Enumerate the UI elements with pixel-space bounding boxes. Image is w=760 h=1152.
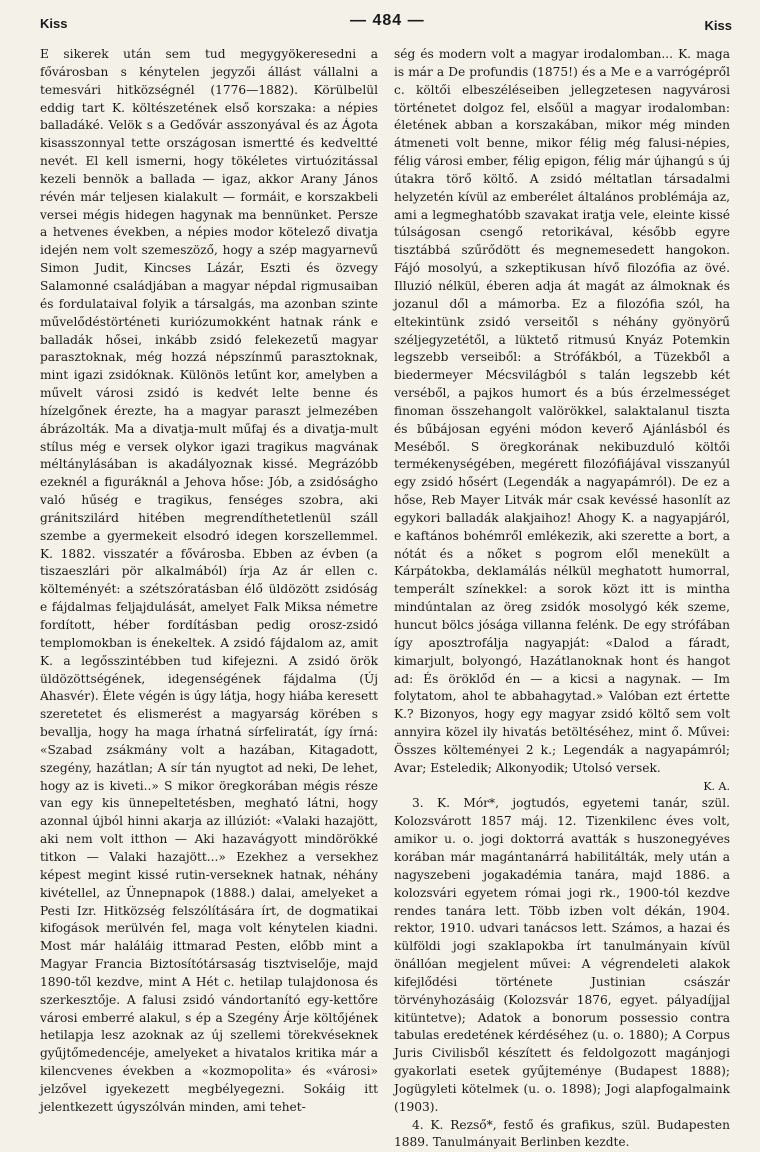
left-column-text: E sikerek után sem tud megygyökeresedni a fővárosban s kénytelen jegyzői állást vállalni a temesvári hitközségnél (1776—1882). Körülbelül eddig tart K. költészetének első korszaka: a népies balladáké. Velök s a Gedővár asszonyával és az Ágota kisasszonnyal tette országosan ismertté és kedveltté nevét. El kell ismerni, hogy tökéletes virtuózitással kezeli bennök a ballada — igaz, akkor Arany János révén már teljesen kialakult — formáit, e korszakbeli versei mégis hidegen hagynak ma bennünket. Persze a hetvenes években, a népies modor kötelező divatja idején nem volt szemeszöző, hogy a szép magyarnevű Simon Judit, Kincses Lázár, Eszti és özvegy Salamonné családjában a magyar népdal rigmusaiban és fordulataival folyik a társalgás, ma azonban szinte művelődéstörténeti kuriózumokként hatnak ránk e balladák hősei, inkább zsidó felekezetű magyar parasztoknak, még hozzá népszínmű parasztoknak, mint igazi zsidóknak. Különös letűnt kor, amelyben a művelt városi zsidó is kedvét lelte benne és hízelgőnek érezte, ha a magyar paraszt jelmezében ábrázolták. Ma a divatja-mult műfaj és a divatja-mult stílus még e versek olykor igazi tragikus magvának méltánylásában is akadályoznak kissé. Megrázóbb ezeknél a figuráknál a Jehova hőse: Jób, a zsidóságho való hűség e tragikus, fenséges szobra, aki gránitszilárd hitében megrendíthetetlenül száll szembe a gyermekeit elsodró idegen korszellemmel. K. 1882. visszatér a fővárosba. Ebben az évben (a tiszaeszlári pör alkalmából) írja Az ár ellen c. költeményét: a szétszóratásban élő üldözött zsidóság e fájdalmas feljajdulását, amelyet Falk Miksa németre fordított, héber fordításban pedig orosz-zsidó templomokban is énekeltek. A zsidó fájdalom az, amit K. a legősszintébben tud kifejezni. A zsidó örök üldözöttségének, idegenségének fájdalma (Új Ahasvér). Élete végén is úgy látja, hogy hiába keresett szeretetet és elismerést a magyarság körében s bevallja, hogy ha maga írhatná sírfeliratát, így írná: «Szabad zsákmány volt a hazában, Kitagadott, szegény, hazátlan; A sír tán nyugtot ad neki, De lehet, hogy az is kiveti..» S mikor öregkorában mégis része van egy kis ünnepeltetésben, megható látni, hogy azonnal újból hinni akarja az illúziót: «Valaki hazajött, aki nem volt itthon — Aki hazavágyott mindörökké titkon — Valaki hazajött...» Ezekhez a versekhez képest megint kissé rutin-verseknek hatnak, néhány kivétellel, az Ünnepnapok (1888.) dalai, amelyeket a Pesti Izr. Hitközség felszólítására írt, de dogmatikai kifogások merülvén fel, maga volt kénytelen kiadni. Most már haláláig ittmarad Pesten, előbb mint a Magyar Francia Biztosítótársaság tisztviselője, majd 1890-től kezdve, mint A Hét c. hetilap tulajdonosa és szerkesztője. A falusi zsidó vándortanító egy-kettőre városi emberré alakul, s ép a Szegény Árje költőjének hetilapja lesz azoknak az új szellemi törekvéseknek gyűjtőmedencéje, amelyeket a hivatalos kritika már a kilencvenes években a «kozmopolita» és «városi» jelzővel igyekezett megbélyegezni. Sokáig itt jelentkezett úgyszólván minden, ami tehet- (40, 47, 378, 1114)
page-header (40, 10, 732, 40)
running-head-left: Kiss (40, 16, 68, 31)
entry-continuation: ség és modern volt a magyar irodalomban... K. maga is már a De profundis (1875!) és a Me e a varrógépről c. költői elbeszéléseiben jellegzetesen nagyvárosi történetet dolgoz fel, elsőül a magyar irodalomban: életének abban a korszakában, mikor még minden átmeneti volt benne, mikor félig még falusi-népies, félig városi ember, félig epigon, félig már újhangú s új útakra törő költő. A zsidó méltatlan társadalmi helyzetén kívül az emberélet általános problémája az, ami a legmeghatóbb szavakat iratja vele, eleinte kissé túlságosan csengő retorikával, később egyre tisztábbá szűrődött és megnemesedett hangokon. Fájó mosolyú, a szkeptikusan hívő filozófia az övé. Illuzió nélkül, éberen adja át magát az álmoknak és jozanul dől a mámorba. Ez a filozófia szól, ha eltekintünk zsidó verseitől s néhány gyönyörű széljegyzetétől, a lüktető ritmusú Knyáz Potemkin legszebb verseiből: a Strófákból, a Tüzekből a biedermeyer Mécsvilágból s talán legszebb két verséből, a pajkos humort és a bús érzelmességet finoman összehangolt valörökkel, salaktalanul tiszta és bűbájosan egyéni módon keverő Ajánlásból és Meséből. S öregkorának nekibuzduló költői termékenységében, megérett filozófiájával visszanyúl egy zsidó hősért (Legendák a nagyapámról). De ez a hőse, Reb Mayer Litvák már csak kevéssé hasonlít az egykori balladák alakjaihoz! Ahogy K. a nagyapjáról, e kaftános bohémről emlékezik, aki szerette a bort, a nótát és a nőket s pogrom elől menekült a Kárpátokba, deklamálás nélkül meghatott humorral, temperált színekkel: a sorok közt itt is mintha mindúntalan az öreg zsidók mosolygó kék szeme, huncut bölcs jósága villanna felénk. De egy strófában így aposztrofálja nagyapját: «Dalod a fáradt, kimarjult, bolyongó, Hazátlanoknak hont és hangot ad: És öröklőd én — a kicsi a nagynak. — Im folytatom, ahol te abbahagytad.» Valóban ezt értette K.? Bizonyos, hogy egy magyar zsidó költő sem volt annyira közel ily hivatás betöltéséhez, mint ő. Művei: Összes költeményei 2 k.; Legendák a nagyapámról; Avar; Esteledik; Alkonyodik; Utolsó versek. (394, 47, 730, 775)
page-number: — 484 — (350, 12, 425, 29)
running-head-right: Kiss (704, 18, 732, 33)
left-column (40, 46, 378, 1117)
entry-kiss-mor: 3. K. Mór*, jogtudós, egyetemi tanár, szül. Kolozsvárott 1857 máj. 12. Tizenkilenc éves volt, amikor u. o. jogi doktorrá avatták s huszonegyéves korában már magántanárrá habilitálták, mely után a nagyszebeni jogakadémia tanára, majd 1886. a kolozsvári egyetem római jogi rk., 1900-tól kezdve rendes tanára lett. Több izben volt dékán, 1904. rektor, 1910. udvari tanácsos lett. Számos, a hazai és külföldi jogi szaklapokba írt tanulmányain kívül önállóan megjelent művei: A végrendeleti alakok kifejlődési története Justinian császár törvényhozásáig (Kolozsvár 1876, egyet. pályadíjjal kitüntetve); Adatok a bonorum possessio contra tabulas eredetének kérdéséhez (u. o. 1880); A Corpus Juris Civilisből készített és feldolgozott magánjogi gyakorlati esetek gyűjteménye (Budapest 1888); Jogügyleti kötelmek (u. o. 1898); Jogi alapfogalmaink (1903). (394, 796, 730, 1114)
right-column (394, 46, 730, 1152)
entry-kiss-rezso: 4. K. Rezső*, festő és grafikus, szül. Budapesten 1889. Tanulmányait Berlinben kezdte. (394, 1117, 730, 1150)
signature-text: K. A. (703, 779, 730, 793)
